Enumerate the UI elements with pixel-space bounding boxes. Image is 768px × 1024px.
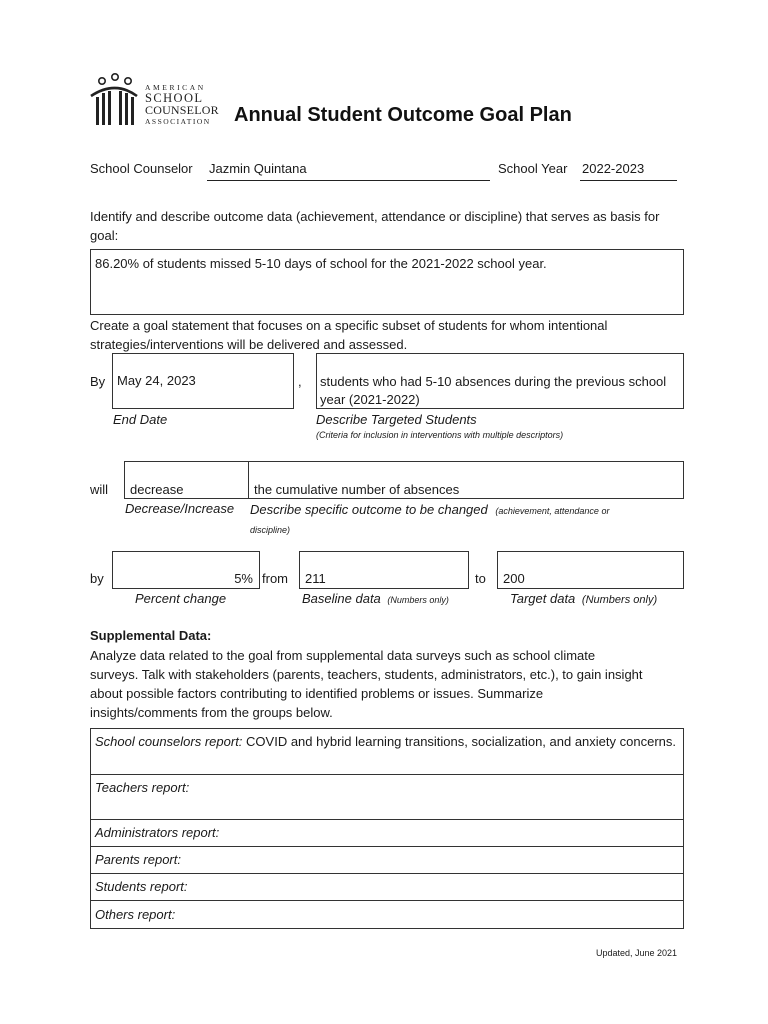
baseline-value: 211 [305, 571, 326, 586]
outcome-change-value: the cumulative number of absences [254, 482, 460, 497]
direction-box[interactable] [124, 461, 249, 499]
page-title: Annual Student Outcome Goal Plan [234, 104, 572, 126]
report-value-counselors: COVID and hybrid learning transitions, socialization, and anxiety concerns. [246, 734, 676, 749]
to-label: to [475, 571, 486, 586]
report-row-teachers[interactable] [90, 775, 684, 820]
percent-by-label: by [90, 571, 104, 586]
targeted-students-note: (Criteria for inclusion in interventions with multiple descriptors) [316, 430, 564, 440]
percent-change-caption: Percent change [135, 591, 227, 606]
outcome-prompt: Identify and describe outcome data (achievement, attendance or discipline) that serves as basis for goal: [90, 209, 660, 243]
end-date-box[interactable] [112, 353, 294, 409]
logo-line-association: ASSOCIATION [145, 117, 211, 126]
school-year-field[interactable] [580, 160, 677, 181]
school-year-value: 2022-2023 [582, 161, 645, 176]
logo-line-counselor: COUNSELOR [145, 103, 219, 117]
counselor-field[interactable] [207, 160, 490, 181]
report-label-others: Others report: [95, 907, 176, 922]
logo-line-school: SCHOOL [145, 91, 204, 105]
goal-prompt: Create a goal statement that focuses on a specific subset of students for whom intentional strategies/interventions will be delivered and assessed. [90, 318, 608, 352]
target-box[interactable] [497, 551, 684, 589]
targeted-students-value: students who had 5-10 absences during the previous school year (2021-2022) [320, 374, 667, 407]
footer-updated: Updated, June 2021 [596, 948, 678, 958]
logo-line-american: AMERICAN [145, 83, 206, 92]
direction-value: decrease [130, 482, 184, 497]
supplemental-heading: Supplemental Data: [90, 628, 212, 643]
end-date-value: May 24, 2023 [117, 373, 196, 388]
percent-change-box[interactable] [112, 551, 260, 589]
report-label-parents: Parents report: [95, 852, 181, 867]
outcome-change-caption: Describe specific outcome to be changed [250, 502, 488, 517]
direction-caption: Decrease/Increase [125, 501, 235, 516]
asca-logo-icon [88, 72, 138, 128]
asca-logo [88, 72, 228, 128]
outcome-change-box[interactable] [248, 461, 684, 499]
percent-change-value: 5% [234, 571, 253, 586]
report-row-administrators[interactable] [90, 820, 684, 847]
target-value: 200 [503, 571, 525, 586]
end-date-caption: End Date [113, 412, 168, 427]
baseline-caption-group [302, 591, 449, 606]
from-label: from [262, 571, 288, 586]
school-year-label: School Year [498, 161, 568, 176]
target-note: (Numbers only) [581, 594, 658, 606]
counselor-value: Jazmin Quintana [209, 161, 307, 176]
target-caption: Target data [510, 591, 576, 606]
outcome-data-box[interactable] [90, 249, 684, 315]
by-label: By [90, 374, 106, 389]
baseline-note: (Numbers only) [387, 595, 449, 605]
outcome-change-caption-group [250, 501, 650, 539]
report-row-students[interactable] [90, 874, 684, 901]
counselor-label: School Counselor [90, 161, 193, 176]
supplemental-intro: Analyze data related to the goal from supplemental data surveys such as school climate surveys. Talk with stakeholders (parents, teachers, students, administrators, etc.), to gain insight about possible factors contributing to identified problems or issues. Summarize insights/comments from the groups below. [90, 648, 643, 720]
comma-label: , [298, 374, 302, 389]
report-label-teachers: Teachers report: [95, 780, 190, 795]
will-label: will [90, 482, 109, 497]
outcome-data-value: 86.20% of students missed 5-10 days of school for the 2021-2022 school year. [95, 256, 547, 271]
baseline-caption: Baseline data [302, 591, 381, 606]
targeted-students-caption: Describe Targeted Students [316, 412, 477, 427]
report-row-counselors[interactable] [90, 728, 684, 775]
report-row-parents[interactable] [90, 847, 684, 874]
report-label-administrators: Administrators report: [95, 825, 220, 840]
baseline-box[interactable] [299, 551, 469, 589]
report-label-counselors: School counselors report: [95, 734, 243, 749]
target-caption-group [510, 591, 657, 606]
targeted-students-box[interactable] [316, 353, 684, 409]
report-label-students: Students report: [95, 879, 188, 894]
outcome-change-note: (achievement, attendance or discipline) [250, 506, 610, 535]
report-row-others[interactable] [90, 901, 684, 929]
